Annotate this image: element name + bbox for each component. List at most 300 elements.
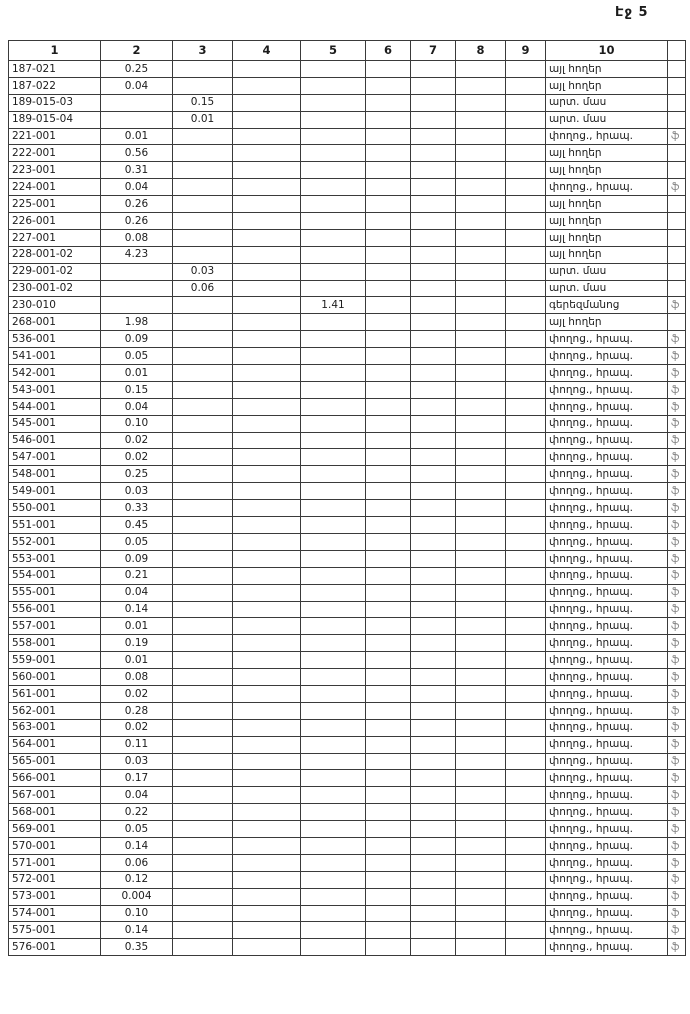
value-cell <box>233 821 301 838</box>
value-cell <box>366 500 411 517</box>
value-cell <box>506 500 546 517</box>
handwritten-margin-mark <box>668 280 686 297</box>
handwritten-margin-mark: ֆ <box>668 736 686 753</box>
value-cell <box>456 348 506 365</box>
value-cell <box>173 128 233 145</box>
value-cell <box>233 871 301 888</box>
parcel-code-cell: 546-001 <box>9 432 101 449</box>
value-cell <box>173 652 233 669</box>
value-cell <box>506 77 546 94</box>
value-cell <box>411 517 456 534</box>
handwritten-margin-mark: ֆ <box>668 888 686 905</box>
value-cell <box>173 246 233 263</box>
value-cell <box>173 533 233 550</box>
value-cell: 1.41 <box>301 297 366 314</box>
value-cell <box>411 533 456 550</box>
value-cell <box>506 905 546 922</box>
value-cell <box>456 297 506 314</box>
table-row <box>9 770 686 787</box>
handwritten-margin-mark: ֆ <box>668 584 686 601</box>
value-cell <box>173 449 233 466</box>
value-cell <box>411 314 456 331</box>
value-cell <box>506 753 546 770</box>
table-row <box>9 837 686 854</box>
land-use-cell: փողոց., հրապ. <box>546 804 668 821</box>
parcel-code-cell: 566-001 <box>9 770 101 787</box>
table-row <box>9 854 686 871</box>
value-cell <box>456 398 506 415</box>
value-cell <box>173 888 233 905</box>
handwritten-margin-mark <box>668 145 686 162</box>
value-cell <box>456 804 506 821</box>
handwritten-margin-mark: ֆ <box>668 449 686 466</box>
value-cell <box>506 702 546 719</box>
land-use-cell: փողոց., հրապ. <box>546 533 668 550</box>
value-cell <box>411 905 456 922</box>
land-use-cell: փողոց., հրապ. <box>546 128 668 145</box>
column-header-1: 1 <box>9 41 101 61</box>
value-cell <box>301 77 366 94</box>
value-cell <box>411 246 456 263</box>
value-cell <box>366 939 411 956</box>
handwritten-margin-mark: ֆ <box>668 179 686 196</box>
value-cell <box>301 753 366 770</box>
table-row <box>9 466 686 483</box>
value-cell <box>173 77 233 94</box>
table-row <box>9 533 686 550</box>
value-cell <box>456 162 506 179</box>
handwritten-margin-mark: ֆ <box>668 618 686 635</box>
table-row <box>9 365 686 382</box>
value-cell <box>456 770 506 787</box>
table-row <box>9 246 686 263</box>
value-cell <box>301 719 366 736</box>
land-use-cell: փողոց., հրապ. <box>546 854 668 871</box>
value-cell: 0.28 <box>101 702 173 719</box>
parcel-code-cell: 222-001 <box>9 145 101 162</box>
parcel-code-cell: 225-001 <box>9 196 101 213</box>
value-cell: 0.05 <box>101 348 173 365</box>
land-use-cell: փողոց., հրապ. <box>546 939 668 956</box>
parcel-code-cell: 570-001 <box>9 837 101 854</box>
value-cell: 0.17 <box>101 770 173 787</box>
parcel-code-cell: 572-001 <box>9 871 101 888</box>
value-cell <box>173 314 233 331</box>
land-use-cell: այլ հողեր <box>546 229 668 246</box>
value-cell <box>506 550 546 567</box>
value-cell <box>301 652 366 669</box>
value-cell <box>301 280 366 297</box>
value-cell <box>456 77 506 94</box>
value-cell <box>233 179 301 196</box>
margin-column-spacer <box>668 41 686 61</box>
value-cell <box>366 854 411 871</box>
value-cell <box>101 263 173 280</box>
table-row <box>9 263 686 280</box>
parcel-code-cell: 557-001 <box>9 618 101 635</box>
column-header-2: 2 <box>101 41 173 61</box>
value-cell: 0.04 <box>101 179 173 196</box>
parcel-code-cell: 560-001 <box>9 669 101 686</box>
value-cell <box>233 229 301 246</box>
value-cell <box>456 415 506 432</box>
land-use-cell: փողոց., հրապ. <box>546 702 668 719</box>
value-cell <box>411 196 456 213</box>
parcel-code-cell: 559-001 <box>9 652 101 669</box>
land-use-cell: այլ հողեր <box>546 246 668 263</box>
table-row <box>9 821 686 838</box>
value-cell <box>411 550 456 567</box>
value-cell <box>301 128 366 145</box>
value-cell <box>506 517 546 534</box>
value-cell <box>233 314 301 331</box>
value-cell <box>366 905 411 922</box>
value-cell <box>411 483 456 500</box>
value-cell <box>366 381 411 398</box>
table-row <box>9 162 686 179</box>
handwritten-margin-mark: ֆ <box>668 837 686 854</box>
value-cell <box>366 584 411 601</box>
value-cell <box>301 415 366 432</box>
value-cell: 0.04 <box>101 787 173 804</box>
table-row <box>9 348 686 365</box>
value-cell <box>366 533 411 550</box>
table-row <box>9 297 686 314</box>
value-cell <box>233 550 301 567</box>
value-cell <box>301 854 366 871</box>
value-cell: 1.98 <box>101 314 173 331</box>
table-row <box>9 145 686 162</box>
parcel-code-cell: 541-001 <box>9 348 101 365</box>
handwritten-margin-mark: ֆ <box>668 517 686 534</box>
land-use-cell: փողոց., հրապ. <box>546 922 668 939</box>
value-cell <box>411 111 456 128</box>
value-cell <box>366 432 411 449</box>
value-cell: 0.01 <box>173 111 233 128</box>
value-cell <box>301 770 366 787</box>
value-cell <box>456 128 506 145</box>
value-cell <box>456 466 506 483</box>
value-cell <box>233 702 301 719</box>
value-cell <box>366 753 411 770</box>
table-row <box>9 584 686 601</box>
value-cell <box>301 787 366 804</box>
value-cell <box>301 601 366 618</box>
column-header-3: 3 <box>173 41 233 61</box>
value-cell <box>301 331 366 348</box>
value-cell <box>233 567 301 584</box>
value-cell <box>366 415 411 432</box>
value-cell <box>173 922 233 939</box>
value-cell <box>233 804 301 821</box>
handwritten-margin-mark: ֆ <box>668 652 686 669</box>
handwritten-margin-mark <box>668 314 686 331</box>
value-cell <box>456 449 506 466</box>
value-cell <box>233 939 301 956</box>
parcel-code-cell: 555-001 <box>9 584 101 601</box>
handwritten-margin-mark: ֆ <box>668 871 686 888</box>
value-cell <box>506 213 546 230</box>
table-row <box>9 77 686 94</box>
value-cell <box>233 61 301 78</box>
value-cell <box>456 635 506 652</box>
value-cell <box>173 854 233 871</box>
value-cell <box>301 196 366 213</box>
value-cell: 0.22 <box>101 804 173 821</box>
land-use-cell: փողոց., հրապ. <box>546 635 668 652</box>
value-cell: 0.01 <box>101 365 173 382</box>
column-header-6: 6 <box>366 41 411 61</box>
value-cell <box>411 736 456 753</box>
value-cell <box>506 669 546 686</box>
value-cell <box>173 466 233 483</box>
value-cell: 0.14 <box>101 837 173 854</box>
value-cell <box>101 297 173 314</box>
value-cell <box>456 821 506 838</box>
table-row <box>9 179 686 196</box>
value-cell <box>456 111 506 128</box>
value-cell <box>173 821 233 838</box>
column-header-9: 9 <box>506 41 546 61</box>
value-cell <box>411 753 456 770</box>
value-cell <box>411 837 456 854</box>
value-cell <box>173 601 233 618</box>
value-cell <box>101 94 173 111</box>
value-cell <box>233 398 301 415</box>
value-cell <box>366 229 411 246</box>
parcel-code-cell: 536-001 <box>9 331 101 348</box>
value-cell <box>366 821 411 838</box>
value-cell <box>366 263 411 280</box>
parcel-code-cell: 189-015-04 <box>9 111 101 128</box>
value-cell <box>411 584 456 601</box>
value-cell <box>366 517 411 534</box>
handwritten-margin-mark: ֆ <box>668 804 686 821</box>
land-use-cell: այլ հողեր <box>546 196 668 213</box>
value-cell <box>233 415 301 432</box>
value-cell <box>506 128 546 145</box>
value-cell <box>101 111 173 128</box>
value-cell <box>301 381 366 398</box>
value-cell <box>301 365 366 382</box>
land-use-cell: այլ հողեր <box>546 314 668 331</box>
value-cell <box>173 517 233 534</box>
land-use-cell: այլ հողեր <box>546 162 668 179</box>
value-cell: 0.25 <box>101 466 173 483</box>
land-use-cell: փողոց., հրապ. <box>546 736 668 753</box>
value-cell <box>411 280 456 297</box>
value-cell <box>411 601 456 618</box>
handwritten-margin-mark <box>668 229 686 246</box>
value-cell <box>411 449 456 466</box>
value-cell <box>411 500 456 517</box>
value-cell <box>411 381 456 398</box>
land-use-cell: արտ. մաս <box>546 263 668 280</box>
value-cell <box>233 685 301 702</box>
value-cell <box>233 196 301 213</box>
value-cell <box>173 719 233 736</box>
table-row <box>9 500 686 517</box>
handwritten-margin-mark: ֆ <box>668 483 686 500</box>
land-use-cell: այլ հողեր <box>546 61 668 78</box>
value-cell <box>366 398 411 415</box>
value-cell <box>173 753 233 770</box>
value-cell <box>366 770 411 787</box>
value-cell <box>411 263 456 280</box>
value-cell <box>506 466 546 483</box>
land-use-cell: փողոց., հրապ. <box>546 652 668 669</box>
handwritten-margin-mark: ֆ <box>668 331 686 348</box>
value-cell: 0.09 <box>101 331 173 348</box>
value-cell: 0.26 <box>101 196 173 213</box>
value-cell <box>411 652 456 669</box>
value-cell: 0.01 <box>101 128 173 145</box>
value-cell <box>301 821 366 838</box>
handwritten-margin-mark <box>668 213 686 230</box>
value-cell <box>456 500 506 517</box>
value-cell <box>366 618 411 635</box>
handwritten-margin-mark: ֆ <box>668 533 686 550</box>
value-cell <box>366 179 411 196</box>
table-row <box>9 517 686 534</box>
value-cell: 0.02 <box>101 719 173 736</box>
parcel-code-cell: 268-001 <box>9 314 101 331</box>
table-row <box>9 280 686 297</box>
value-cell <box>506 939 546 956</box>
value-cell <box>456 331 506 348</box>
parcel-code-cell: 564-001 <box>9 736 101 753</box>
value-cell <box>506 229 546 246</box>
parcel-code-cell: 561-001 <box>9 685 101 702</box>
value-cell <box>301 432 366 449</box>
value-cell <box>411 213 456 230</box>
value-cell <box>411 179 456 196</box>
value-cell <box>173 365 233 382</box>
handwritten-margin-mark: ֆ <box>668 398 686 415</box>
value-cell <box>233 432 301 449</box>
value-cell <box>233 905 301 922</box>
value-cell <box>456 246 506 263</box>
value-cell <box>301 111 366 128</box>
value-cell <box>366 871 411 888</box>
value-cell <box>366 280 411 297</box>
table-row <box>9 939 686 956</box>
value-cell <box>233 669 301 686</box>
handwritten-margin-mark <box>668 263 686 280</box>
value-cell <box>173 196 233 213</box>
value-cell <box>366 94 411 111</box>
value-cell <box>301 500 366 517</box>
parcel-code-cell: 187-022 <box>9 77 101 94</box>
table-row <box>9 61 686 78</box>
value-cell <box>233 787 301 804</box>
value-cell <box>506 297 546 314</box>
land-use-cell: փողոց., հրապ. <box>546 601 668 618</box>
value-cell <box>301 702 366 719</box>
land-use-cell: փողոց., հրապ. <box>546 365 668 382</box>
value-cell <box>456 550 506 567</box>
handwritten-margin-mark <box>668 77 686 94</box>
table-row <box>9 905 686 922</box>
value-cell <box>366 685 411 702</box>
land-use-cell: փողոց., հրապ. <box>546 500 668 517</box>
value-cell <box>366 736 411 753</box>
value-cell <box>411 77 456 94</box>
land-use-cell: արտ. մաս <box>546 94 668 111</box>
value-cell <box>173 702 233 719</box>
value-cell <box>506 449 546 466</box>
parcel-code-cell: 551-001 <box>9 517 101 534</box>
value-cell <box>301 94 366 111</box>
land-use-cell: փողոց., հրապ. <box>546 685 668 702</box>
value-cell <box>233 128 301 145</box>
value-cell <box>366 61 411 78</box>
value-cell <box>173 550 233 567</box>
value-cell <box>233 533 301 550</box>
value-cell <box>301 517 366 534</box>
value-cell <box>366 348 411 365</box>
value-cell <box>301 804 366 821</box>
land-use-cell: փողոց., հրապ. <box>546 483 668 500</box>
value-cell <box>173 804 233 821</box>
value-cell <box>456 719 506 736</box>
value-cell <box>411 567 456 584</box>
value-cell <box>233 500 301 517</box>
value-cell: 0.02 <box>101 432 173 449</box>
value-cell <box>233 736 301 753</box>
table-header-row <box>9 41 686 61</box>
value-cell: 0.004 <box>101 888 173 905</box>
value-cell: 0.12 <box>101 871 173 888</box>
value-cell <box>233 365 301 382</box>
value-cell <box>366 297 411 314</box>
value-cell <box>301 618 366 635</box>
table-row <box>9 669 686 686</box>
land-use-cell: փողոց., հրապ. <box>546 517 668 534</box>
value-cell <box>411 685 456 702</box>
land-use-cell: փողոց., հրապ. <box>546 753 668 770</box>
value-cell <box>506 804 546 821</box>
land-use-cell: փողոց., հրապ. <box>546 432 668 449</box>
land-use-cell: փողոց., հրապ. <box>546 550 668 567</box>
column-header-7: 7 <box>411 41 456 61</box>
value-cell <box>506 635 546 652</box>
parcel-code-cell: 227-001 <box>9 229 101 246</box>
value-cell <box>366 601 411 618</box>
table-row <box>9 753 686 770</box>
value-cell <box>233 162 301 179</box>
value-cell <box>173 432 233 449</box>
value-cell <box>366 314 411 331</box>
land-use-cell: փողոց., հրապ. <box>546 787 668 804</box>
value-cell <box>456 787 506 804</box>
value-cell <box>366 246 411 263</box>
value-cell <box>233 483 301 500</box>
parcel-code-cell: 230-010 <box>9 297 101 314</box>
value-cell <box>506 162 546 179</box>
value-cell <box>173 61 233 78</box>
handwritten-margin-mark <box>668 196 686 213</box>
land-use-cell: արտ. մաս <box>546 280 668 297</box>
value-cell <box>366 652 411 669</box>
column-header-8: 8 <box>456 41 506 61</box>
handwritten-margin-mark: ֆ <box>668 635 686 652</box>
value-cell <box>173 500 233 517</box>
value-cell <box>366 196 411 213</box>
parcel-code-cell: 547-001 <box>9 449 101 466</box>
value-cell: 0.04 <box>101 77 173 94</box>
value-cell: 0.06 <box>101 854 173 871</box>
